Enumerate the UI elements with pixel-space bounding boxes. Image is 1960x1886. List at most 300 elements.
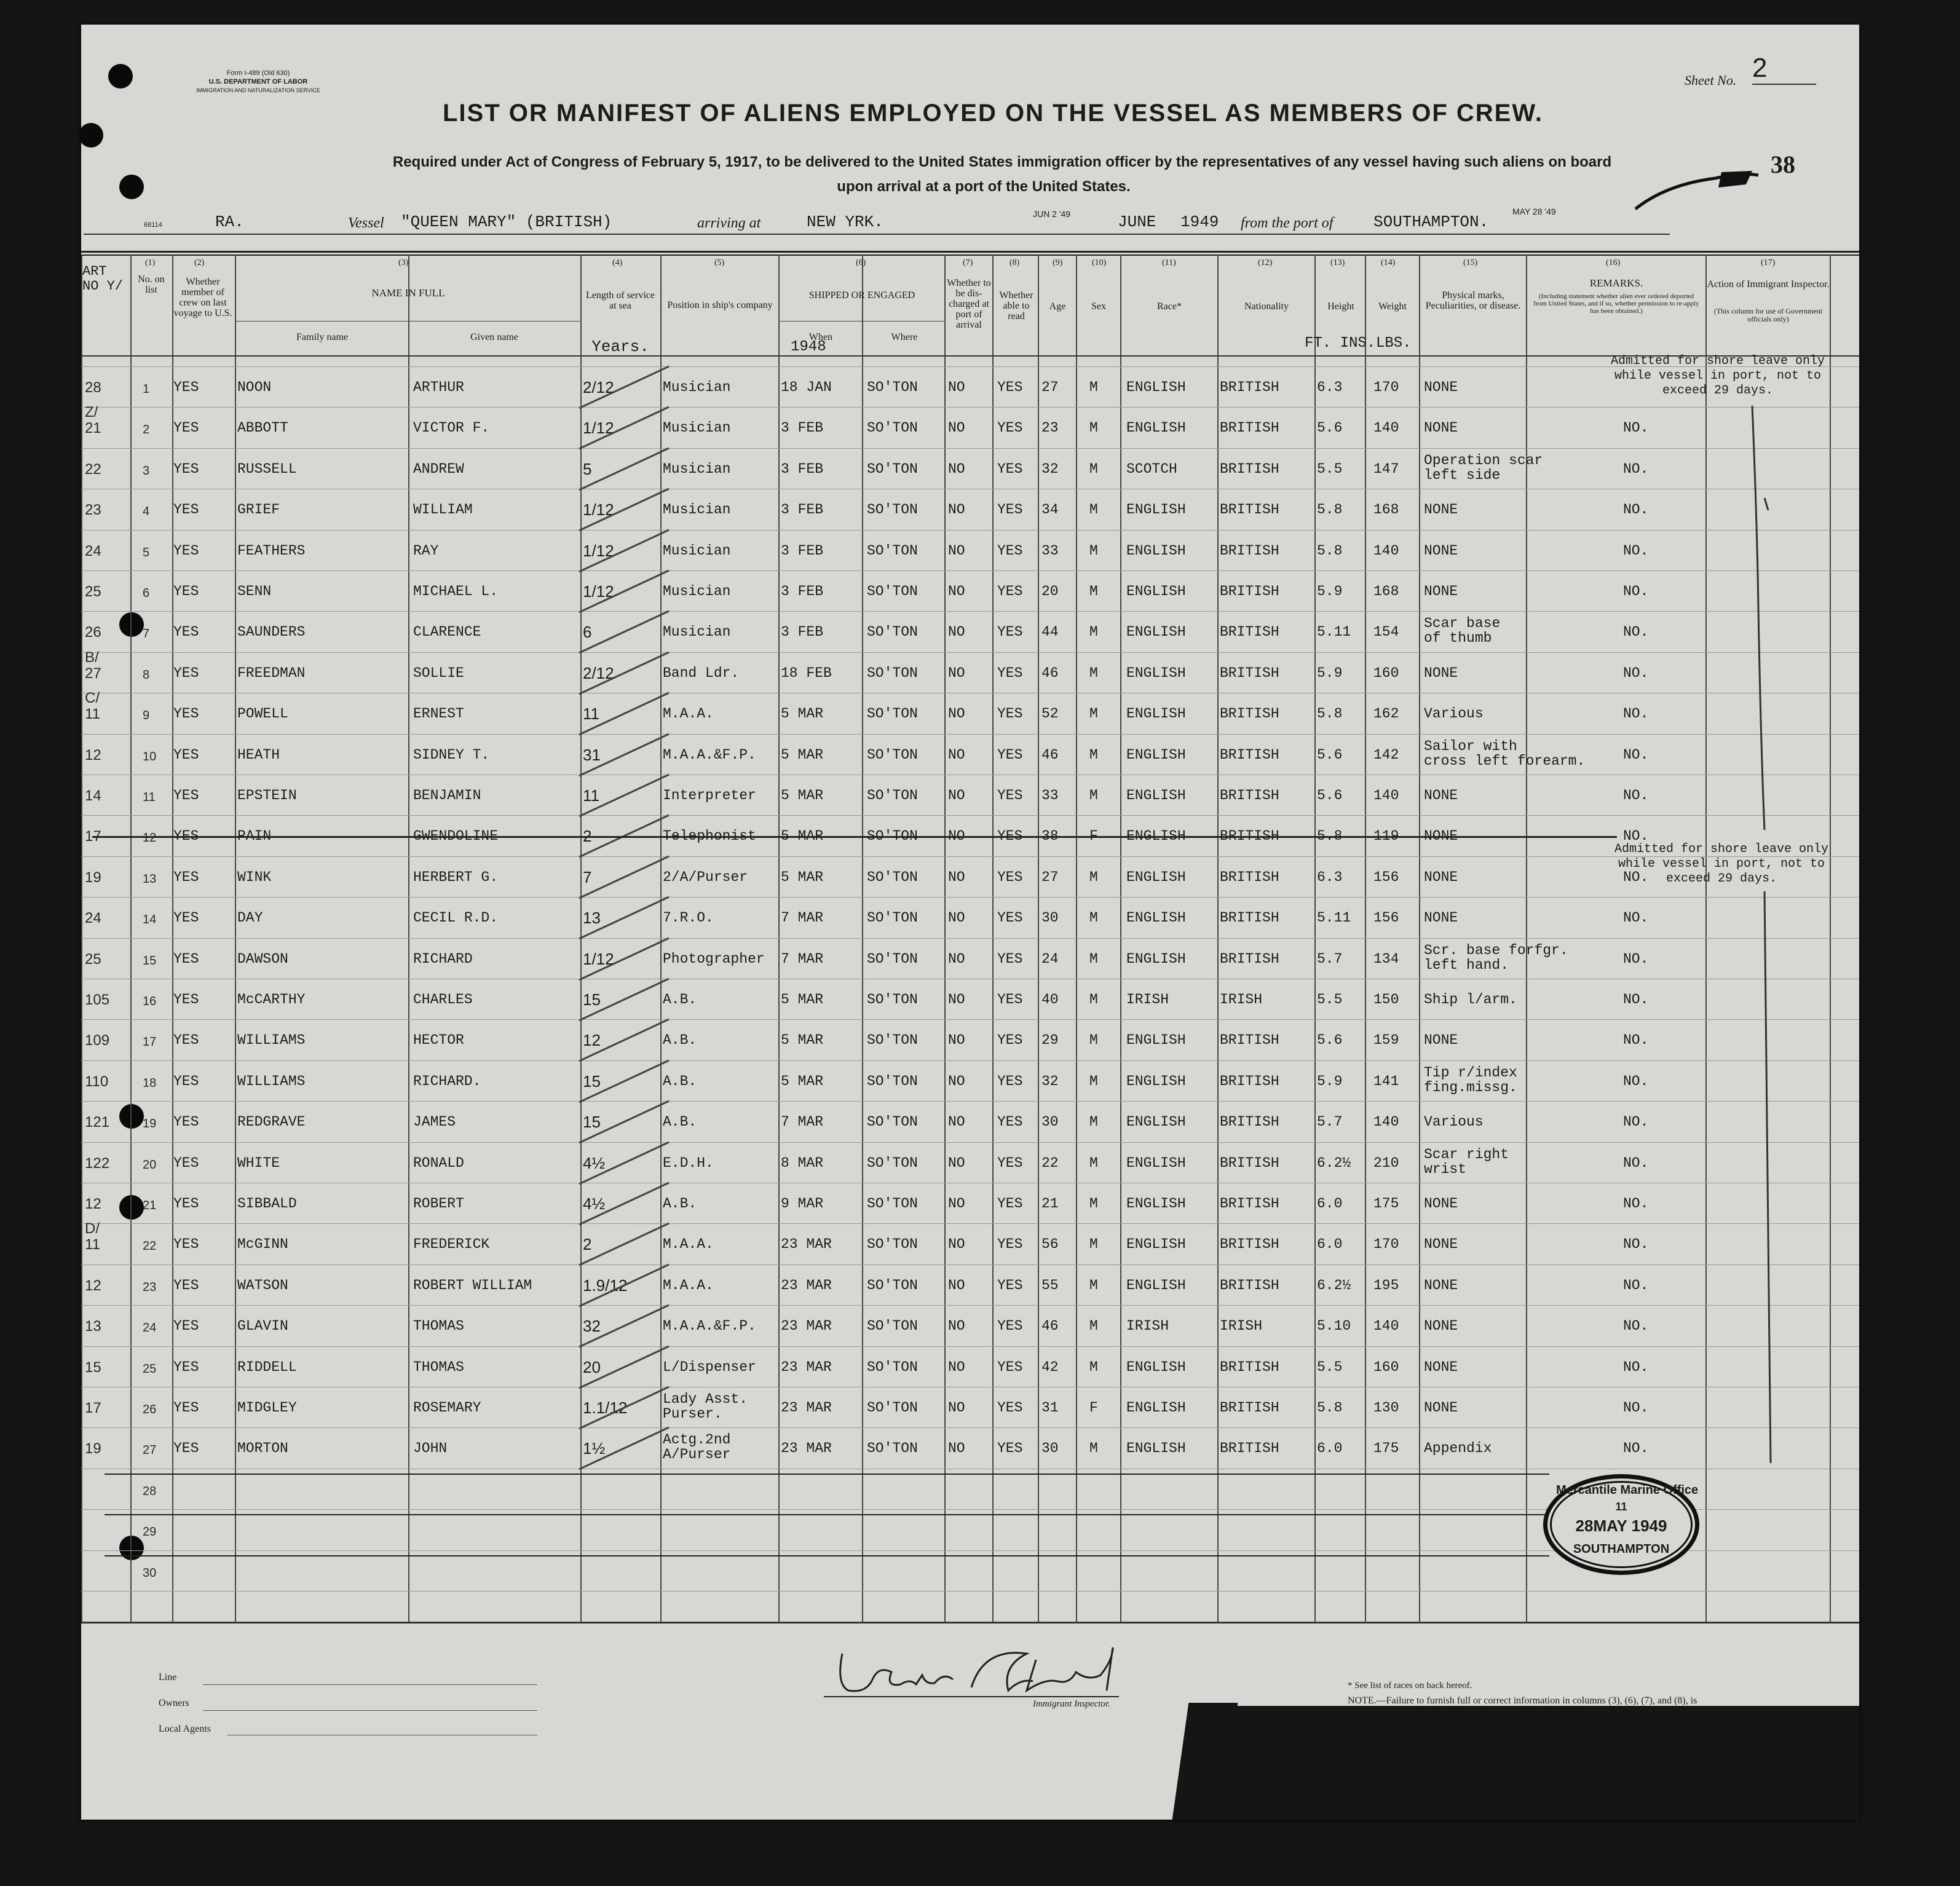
able-to-read-cell: YES bbox=[997, 828, 1023, 845]
shipped-when-cell: 9 MAR bbox=[781, 1196, 824, 1212]
table-top-rule-2 bbox=[81, 254, 1859, 256]
service-cell: 1/12 bbox=[583, 419, 614, 438]
sex-cell: M bbox=[1089, 869, 1098, 885]
position-cell: A.B. bbox=[663, 992, 697, 1008]
weight-cell: 210 bbox=[1373, 1154, 1399, 1171]
race-cell: ENGLISH bbox=[1126, 910, 1186, 926]
sex-cell: M bbox=[1089, 583, 1098, 599]
sex-cell: M bbox=[1089, 706, 1098, 722]
last-voyage-cell: YES bbox=[173, 665, 199, 681]
able-to-read-cell: YES bbox=[997, 910, 1023, 926]
punch-hole bbox=[119, 1195, 144, 1220]
stamp-date: 28MAY 1949 bbox=[1575, 1517, 1667, 1535]
art-no-cell: 14 bbox=[85, 787, 101, 804]
punch-hole bbox=[119, 612, 144, 637]
col-2-header: Whether member of crew on last voyage to U.S. bbox=[173, 277, 232, 318]
empty-row-number: 29 bbox=[143, 1525, 157, 1539]
weight-cell: 156 bbox=[1373, 869, 1399, 885]
able-to-read-cell: YES bbox=[997, 1400, 1023, 1416]
empty-row-strike bbox=[105, 1555, 1549, 1557]
last-voyage-cell: YES bbox=[173, 950, 199, 967]
shipped-where-cell: SO'TON bbox=[867, 787, 918, 803]
age-cell: 33 bbox=[1041, 787, 1059, 803]
physical-marks-cell: Various bbox=[1424, 1114, 1484, 1130]
list-number-cell: 18 bbox=[143, 1076, 157, 1090]
height-cell: 5.5 bbox=[1317, 992, 1343, 1008]
nationality-cell: BRITISH bbox=[1220, 502, 1279, 518]
list-number-cell: 11 bbox=[143, 791, 156, 804]
discharged-cell: NO bbox=[948, 1400, 965, 1416]
sex-cell: M bbox=[1089, 910, 1098, 926]
row-rule bbox=[81, 815, 1859, 816]
shipped-where-cell: SO'TON bbox=[867, 746, 918, 763]
shipped-when-cell: 23 MAR bbox=[781, 1318, 832, 1335]
service-cell: 2 bbox=[583, 827, 592, 846]
nationality-cell: BRITISH bbox=[1220, 910, 1279, 926]
art-no-header: ART NO Y/ bbox=[82, 264, 124, 294]
list-number-cell: 26 bbox=[143, 1403, 157, 1416]
discharged-cell: NO bbox=[948, 1359, 965, 1375]
height-cell: 5.8 bbox=[1317, 828, 1343, 845]
family-name-cell: POWELL bbox=[237, 706, 288, 722]
nationality-cell: BRITISH bbox=[1220, 1114, 1279, 1130]
col-1-number: (1) bbox=[145, 258, 156, 267]
age-cell: 29 bbox=[1041, 1032, 1059, 1049]
race-cell: ENGLISH bbox=[1126, 379, 1186, 395]
stamp-bottom-text: SOUTHAMPTON bbox=[1573, 1542, 1670, 1556]
height-cell: 6.2½ bbox=[1317, 1277, 1351, 1293]
shipped-where-cell: SO'TON bbox=[867, 1277, 918, 1293]
last-voyage-cell: YES bbox=[173, 420, 199, 436]
form-department: U.S. DEPARTMENT OF LABOR bbox=[208, 78, 308, 85]
able-to-read-cell: YES bbox=[997, 379, 1023, 395]
family-name-cell: MIDGLEY bbox=[237, 1400, 297, 1416]
list-number-cell: 24 bbox=[143, 1321, 157, 1335]
given-name-cell: ERNEST bbox=[413, 706, 464, 722]
row-rule bbox=[81, 734, 1859, 735]
able-to-read-cell: YES bbox=[997, 420, 1023, 436]
last-voyage-cell: YES bbox=[173, 583, 199, 599]
given-name-cell: ROBERT bbox=[413, 1196, 464, 1212]
position-cell: Interpreter bbox=[663, 787, 756, 803]
family-name-cell: DAY bbox=[237, 910, 263, 926]
able-to-read-cell: YES bbox=[997, 706, 1023, 722]
service-cell: 1/12 bbox=[583, 500, 614, 519]
family-name-cell: GRIEF bbox=[237, 502, 280, 518]
physical-marks-cell: NONE bbox=[1424, 1196, 1458, 1212]
last-voyage-cell: YES bbox=[173, 910, 199, 926]
able-to-read-cell: YES bbox=[997, 624, 1023, 641]
owners-rule bbox=[203, 1710, 537, 1711]
requirement-line-2: upon arrival at a port of the United States. bbox=[837, 178, 1131, 195]
height-cell: 5.5 bbox=[1317, 460, 1343, 477]
pen-bracket-icon bbox=[1740, 400, 1777, 842]
art-no-cell: 17 bbox=[85, 1400, 101, 1416]
discharged-cell: NO bbox=[948, 950, 965, 967]
races-note: * See list of races on back hereof. bbox=[1348, 1681, 1472, 1691]
given-name-cell: RICHARD bbox=[413, 950, 473, 967]
able-to-read-cell: YES bbox=[997, 1032, 1023, 1049]
given-name-cell: THOMAS bbox=[413, 1359, 464, 1375]
discharged-cell: NO bbox=[948, 502, 965, 518]
height-cell: 5.8 bbox=[1317, 502, 1343, 518]
service-cell: 13 bbox=[583, 909, 601, 928]
nationality-cell: BRITISH bbox=[1220, 542, 1279, 559]
age-cell: 30 bbox=[1041, 1440, 1059, 1457]
art-no-cell: B/ 27 bbox=[85, 649, 101, 682]
race-cell: ENGLISH bbox=[1126, 869, 1186, 885]
age-cell: 42 bbox=[1041, 1359, 1059, 1375]
position-cell: Musician bbox=[663, 624, 731, 641]
position-cell: M.A.A.&F.P. bbox=[663, 746, 756, 763]
sex-cell: M bbox=[1089, 420, 1098, 436]
list-number-cell: 10 bbox=[143, 749, 157, 763]
sex-cell: M bbox=[1089, 1236, 1098, 1253]
when-header: When bbox=[808, 332, 833, 342]
family-name-cell: NOON bbox=[237, 379, 272, 395]
nationality-cell: BRITISH bbox=[1220, 869, 1279, 885]
table-bottom-rule bbox=[81, 1622, 1859, 1624]
departure-date-stamp: MAY 28 '49 bbox=[1512, 207, 1556, 216]
shipped-where-cell: SO'TON bbox=[867, 706, 918, 722]
position-cell: Band Ldr. bbox=[663, 665, 740, 681]
shipped-where-cell: SO'TON bbox=[867, 420, 918, 436]
discharged-cell: NO bbox=[948, 787, 965, 803]
row-rule bbox=[81, 611, 1859, 612]
list-number-cell: 9 bbox=[143, 709, 150, 723]
arrival-month: JUNE bbox=[1118, 213, 1156, 231]
age-cell: 31 bbox=[1041, 1400, 1059, 1416]
nationality-cell: BRITISH bbox=[1220, 1277, 1279, 1293]
remarks-cell: NO. bbox=[1623, 869, 1649, 885]
list-number-cell: 17 bbox=[143, 1035, 157, 1049]
discharged-cell: NO bbox=[948, 1154, 965, 1171]
art-no-cell: 17 bbox=[85, 828, 101, 845]
discharged-cell: NO bbox=[948, 1196, 965, 1212]
age-cell: 32 bbox=[1041, 1073, 1059, 1089]
able-to-read-cell: YES bbox=[997, 1359, 1023, 1375]
age-cell: 38 bbox=[1041, 828, 1059, 845]
last-voyage-cell: YES bbox=[173, 1196, 199, 1212]
shipped-where-cell: SO'TON bbox=[867, 583, 918, 599]
discharged-cell: NO bbox=[948, 910, 965, 926]
row-rule bbox=[81, 938, 1859, 939]
given-name-cell: CLARENCE bbox=[413, 624, 481, 641]
art-no-cell: 23 bbox=[85, 502, 101, 519]
last-voyage-cell: YES bbox=[173, 502, 199, 518]
list-number-cell: 5 bbox=[143, 545, 150, 559]
last-voyage-cell: YES bbox=[173, 828, 199, 845]
col-11-number: (11) bbox=[1162, 258, 1176, 267]
list-number-cell: 3 bbox=[143, 464, 150, 478]
physical-marks-cell: NONE bbox=[1424, 665, 1458, 681]
physical-marks-cell: NONE bbox=[1424, 787, 1458, 803]
race-cell: ENGLISH bbox=[1126, 1032, 1186, 1049]
nationality-cell: BRITISH bbox=[1220, 665, 1279, 681]
discharged-cell: NO bbox=[948, 1073, 965, 1089]
remarks-cell: NO. bbox=[1623, 950, 1649, 967]
art-no-cell: 122 bbox=[85, 1154, 110, 1172]
physical-marks-cell: Various bbox=[1424, 706, 1484, 722]
age-cell: 27 bbox=[1041, 869, 1059, 885]
position-cell: M.A.A.&F.P. bbox=[663, 1318, 756, 1335]
pen-tick-mark bbox=[575, 1424, 674, 1473]
remarks-cell: NO. bbox=[1623, 706, 1649, 722]
position-cell: M.A.A. bbox=[663, 1277, 714, 1293]
family-name-cell: PAIN bbox=[237, 828, 272, 845]
row-rule bbox=[81, 652, 1859, 653]
able-to-read-cell: YES bbox=[997, 502, 1023, 518]
shipped-when-cell: 7 MAR bbox=[781, 1114, 824, 1130]
last-voyage-cell: YES bbox=[173, 992, 199, 1008]
weight-cell: 147 bbox=[1373, 460, 1399, 477]
weight-cell: 119 bbox=[1373, 828, 1399, 845]
shipped-when-cell: 3 FEB bbox=[781, 460, 824, 477]
position-cell: Actg.2nd A/Purser bbox=[663, 1432, 731, 1463]
shipped-where-cell: SO'TON bbox=[867, 1318, 918, 1335]
race-cell: ENGLISH bbox=[1126, 583, 1186, 599]
pen-mark-icon bbox=[1629, 160, 1764, 215]
sex-cell: M bbox=[1089, 787, 1098, 803]
position-cell: Telephonist bbox=[663, 828, 756, 845]
last-voyage-cell: YES bbox=[173, 1154, 199, 1171]
weight-cell: 170 bbox=[1373, 379, 1399, 395]
sex-cell: M bbox=[1089, 542, 1098, 559]
physical-marks-cell: NONE bbox=[1424, 1236, 1458, 1253]
given-name-cell: MICHAEL L. bbox=[413, 583, 499, 599]
col-2-number: (2) bbox=[194, 258, 205, 267]
race-cell: SCOTCH bbox=[1126, 460, 1177, 477]
empty-row-number: 28 bbox=[143, 1484, 157, 1498]
able-to-read-cell: YES bbox=[997, 1236, 1023, 1253]
service-cell: 31 bbox=[583, 745, 601, 764]
physical-marks-cell: Tip r/index fing.missg. bbox=[1424, 1064, 1517, 1095]
service-cell: 1/12 bbox=[583, 541, 614, 560]
service-cell: 1.9/12 bbox=[583, 1276, 628, 1295]
last-voyage-cell: YES bbox=[173, 1073, 199, 1089]
shipped-where-cell: SO'TON bbox=[867, 1236, 918, 1253]
last-voyage-cell: YES bbox=[173, 869, 199, 885]
given-name-cell: ANDREW bbox=[413, 460, 464, 477]
sex-cell: M bbox=[1089, 1359, 1098, 1375]
sex-cell: F bbox=[1089, 1400, 1098, 1416]
col-7-number: (7) bbox=[963, 258, 973, 267]
age-cell: 27 bbox=[1041, 379, 1059, 395]
given-name-cell: SOLLIE bbox=[413, 665, 464, 681]
col-16-subheader: (Including statement whether alien ever ordered deported from United States, and if so, whether permission to re-apply has been obtained.) bbox=[1533, 293, 1699, 315]
weight-cell: 140 bbox=[1373, 1318, 1399, 1335]
col-14-header: Weight bbox=[1378, 301, 1407, 312]
race-cell: ENGLISH bbox=[1126, 1196, 1186, 1212]
art-no-cell: C/ 11 bbox=[85, 690, 100, 723]
nationality-cell: BRITISH bbox=[1220, 1440, 1279, 1457]
family-name-cell: SAUNDERS bbox=[237, 624, 306, 641]
height-cell: 5.9 bbox=[1317, 665, 1343, 681]
col-10-number: (10) bbox=[1092, 258, 1107, 267]
age-cell: 56 bbox=[1041, 1236, 1059, 1253]
sex-cell: M bbox=[1089, 1440, 1098, 1457]
height-cell: 5.6 bbox=[1317, 746, 1343, 763]
height-cell: 5.5 bbox=[1317, 1359, 1343, 1375]
sex-cell: M bbox=[1089, 1277, 1098, 1293]
able-to-read-cell: YES bbox=[997, 583, 1023, 599]
col-13-number: (13) bbox=[1330, 258, 1345, 267]
race-cell: ENGLISH bbox=[1126, 1359, 1186, 1375]
shipped-when-cell: 8 MAR bbox=[781, 1154, 824, 1171]
service-cell: 1/12 bbox=[583, 949, 614, 968]
discharged-cell: NO bbox=[948, 992, 965, 1008]
family-name-cell: RIDDELL bbox=[237, 1359, 297, 1375]
age-cell: 33 bbox=[1041, 542, 1059, 559]
service-cell: 2/12 bbox=[583, 663, 614, 682]
last-voyage-cell: YES bbox=[173, 1114, 199, 1130]
last-voyage-cell: YES bbox=[173, 542, 199, 559]
position-cell: 7.R.O. bbox=[663, 910, 714, 926]
age-cell: 24 bbox=[1041, 950, 1059, 967]
remarks-cell: NO. bbox=[1623, 502, 1649, 518]
remarks-cell: NO. bbox=[1623, 460, 1649, 477]
physical-marks-cell: Sailor with cross left forearm. bbox=[1424, 738, 1586, 769]
form-code: 68114 bbox=[144, 221, 162, 229]
col-12-header: Nationality bbox=[1244, 301, 1289, 312]
height-cell: 5.11 bbox=[1317, 624, 1351, 641]
age-cell: 55 bbox=[1041, 1277, 1059, 1293]
given-name-cell: RAY bbox=[413, 542, 439, 559]
shipped-when-cell: 5 MAR bbox=[781, 746, 824, 763]
shipped-when-cell: 3 FEB bbox=[781, 624, 824, 641]
art-no-cell: 19 bbox=[85, 869, 101, 886]
given-name-cell: ROBERT WILLIAM bbox=[413, 1277, 532, 1293]
vessel-name: "QUEEN MARY" (BRITISH) bbox=[401, 213, 612, 231]
last-voyage-cell: YES bbox=[173, 1359, 199, 1375]
able-to-read-cell: YES bbox=[997, 542, 1023, 559]
weight-cell: 140 bbox=[1373, 420, 1399, 436]
family-name-cell: ABBOTT bbox=[237, 420, 288, 436]
list-number-cell: 15 bbox=[143, 953, 157, 968]
shipped-where-cell: SO'TON bbox=[867, 992, 918, 1008]
family-name-cell: WHITE bbox=[237, 1154, 280, 1171]
row-rule bbox=[81, 856, 1859, 857]
sex-cell: M bbox=[1089, 1318, 1098, 1335]
family-name-cell: EPSTEIN bbox=[237, 787, 297, 803]
service-cell: 5 bbox=[583, 459, 592, 478]
physical-marks-cell: NONE bbox=[1424, 1277, 1458, 1293]
service-cell: 1½ bbox=[583, 1439, 606, 1458]
family-name-cell: RUSSELL bbox=[237, 460, 297, 477]
weight-cell: 175 bbox=[1373, 1440, 1399, 1457]
col-17-header: Action of Immigrant Inspector. bbox=[1707, 279, 1830, 290]
shipped-when-cell: 18 FEB bbox=[781, 665, 832, 681]
stamp-number: 11 bbox=[1615, 1501, 1627, 1513]
requirement-line: Required under Act of Congress of February 5, 1917, to be delivered to the United States immigration officer by the representatives of any vessel having such aliens on board bbox=[392, 154, 1612, 170]
shipped-when-cell: 23 MAR bbox=[781, 1400, 832, 1416]
shipped-when-cell: 3 FEB bbox=[781, 502, 824, 518]
punch-hole bbox=[108, 64, 133, 89]
nationality-cell: BRITISH bbox=[1220, 420, 1279, 436]
last-voyage-cell: YES bbox=[173, 1440, 199, 1457]
col-16-header: REMARKS. bbox=[1589, 277, 1643, 289]
art-no-cell: 110 bbox=[85, 1073, 109, 1090]
nationality-cell: BRITISH bbox=[1220, 460, 1279, 477]
torn-corner bbox=[1205, 1706, 1859, 1820]
list-number-cell: 13 bbox=[143, 872, 157, 886]
position-cell: E.D.H. bbox=[663, 1154, 714, 1171]
family-name-cell: FEATHERS bbox=[237, 542, 306, 559]
given-name-cell: ARTHUR bbox=[413, 379, 464, 395]
nationality-cell: BRITISH bbox=[1220, 746, 1279, 763]
list-number-cell: 12 bbox=[143, 831, 157, 845]
service-cell: 20 bbox=[583, 1357, 601, 1376]
physical-marks-cell: NONE bbox=[1424, 828, 1458, 845]
position-cell: 2/A/Purser bbox=[663, 869, 748, 885]
last-voyage-cell: YES bbox=[173, 379, 199, 395]
height-cell: 6.0 bbox=[1317, 1236, 1343, 1253]
weight-cell: 175 bbox=[1373, 1196, 1399, 1212]
weight-cell: 170 bbox=[1373, 1236, 1399, 1253]
mercantile-marine-office-stamp bbox=[1543, 1474, 1699, 1575]
discharged-cell: NO bbox=[948, 1032, 965, 1049]
service-cell: 1.1/12 bbox=[583, 1399, 628, 1417]
art-no-cell: Z/ 21 bbox=[85, 404, 101, 437]
remarks-cell: NO. bbox=[1623, 1196, 1649, 1212]
race-cell: ENGLISH bbox=[1126, 1073, 1186, 1089]
race-cell: ENGLISH bbox=[1126, 1154, 1186, 1171]
discharged-cell: NO bbox=[948, 460, 965, 477]
col-9-number: (9) bbox=[1053, 258, 1063, 267]
shipped-when-cell: 3 FEB bbox=[781, 420, 824, 436]
col-10-header: Sex bbox=[1091, 301, 1106, 312]
col-11-header: Race* bbox=[1157, 301, 1182, 312]
race-cell: IRISH bbox=[1126, 1318, 1169, 1335]
shipped-when-cell: 7 MAR bbox=[781, 950, 824, 967]
family-name-cell: REDGRAVE bbox=[237, 1114, 306, 1130]
service-cell: 15 bbox=[583, 1113, 601, 1132]
last-voyage-cell: YES bbox=[173, 746, 199, 763]
remarks-cell: NO. bbox=[1623, 1236, 1649, 1253]
position-cell: Lady Asst. Purser. bbox=[663, 1391, 748, 1422]
shipped-when-cell: 5 MAR bbox=[781, 828, 824, 845]
sheet-number: 2 bbox=[1752, 53, 1816, 85]
height-cell: 5.6 bbox=[1317, 420, 1343, 436]
col-7-header: Whether to be dis-charged at port of arrival bbox=[947, 278, 991, 330]
list-number-cell: 27 bbox=[143, 1443, 157, 1458]
nationality-cell: BRITISH bbox=[1220, 787, 1279, 803]
art-no-cell: 12 bbox=[85, 1277, 101, 1294]
sex-cell: M bbox=[1089, 950, 1098, 967]
last-voyage-cell: YES bbox=[173, 1032, 199, 1049]
discharged-cell: NO bbox=[948, 665, 965, 681]
physical-marks-cell: Operation scar left side bbox=[1424, 452, 1543, 483]
height-cell: 5.7 bbox=[1317, 1114, 1343, 1130]
discharged-cell: NO bbox=[948, 828, 965, 845]
service-cell: 1/12 bbox=[583, 582, 614, 601]
race-cell: ENGLISH bbox=[1126, 542, 1186, 559]
able-to-read-cell: YES bbox=[997, 992, 1023, 1008]
col-8-header: Whether able to read bbox=[999, 290, 1033, 322]
art-no-cell: 24 bbox=[85, 542, 101, 559]
shipped-when-cell: 23 MAR bbox=[781, 1236, 832, 1253]
col-5-number: (5) bbox=[714, 258, 725, 267]
discharged-cell: NO bbox=[948, 1440, 965, 1457]
action-note-first: Admitted for shore leave only while vessel in port, not to exceed 29 days. bbox=[1611, 354, 1825, 398]
arrival-port: NEW YRK. bbox=[807, 213, 883, 231]
header-subrule bbox=[778, 321, 944, 322]
col-8-number: (8) bbox=[1010, 258, 1020, 267]
physical-marks-cell: Scar base of thumb bbox=[1424, 615, 1501, 647]
discharged-cell: NO bbox=[948, 1236, 965, 1253]
col-15-number: (15) bbox=[1463, 258, 1478, 267]
row-rule bbox=[81, 407, 1859, 408]
